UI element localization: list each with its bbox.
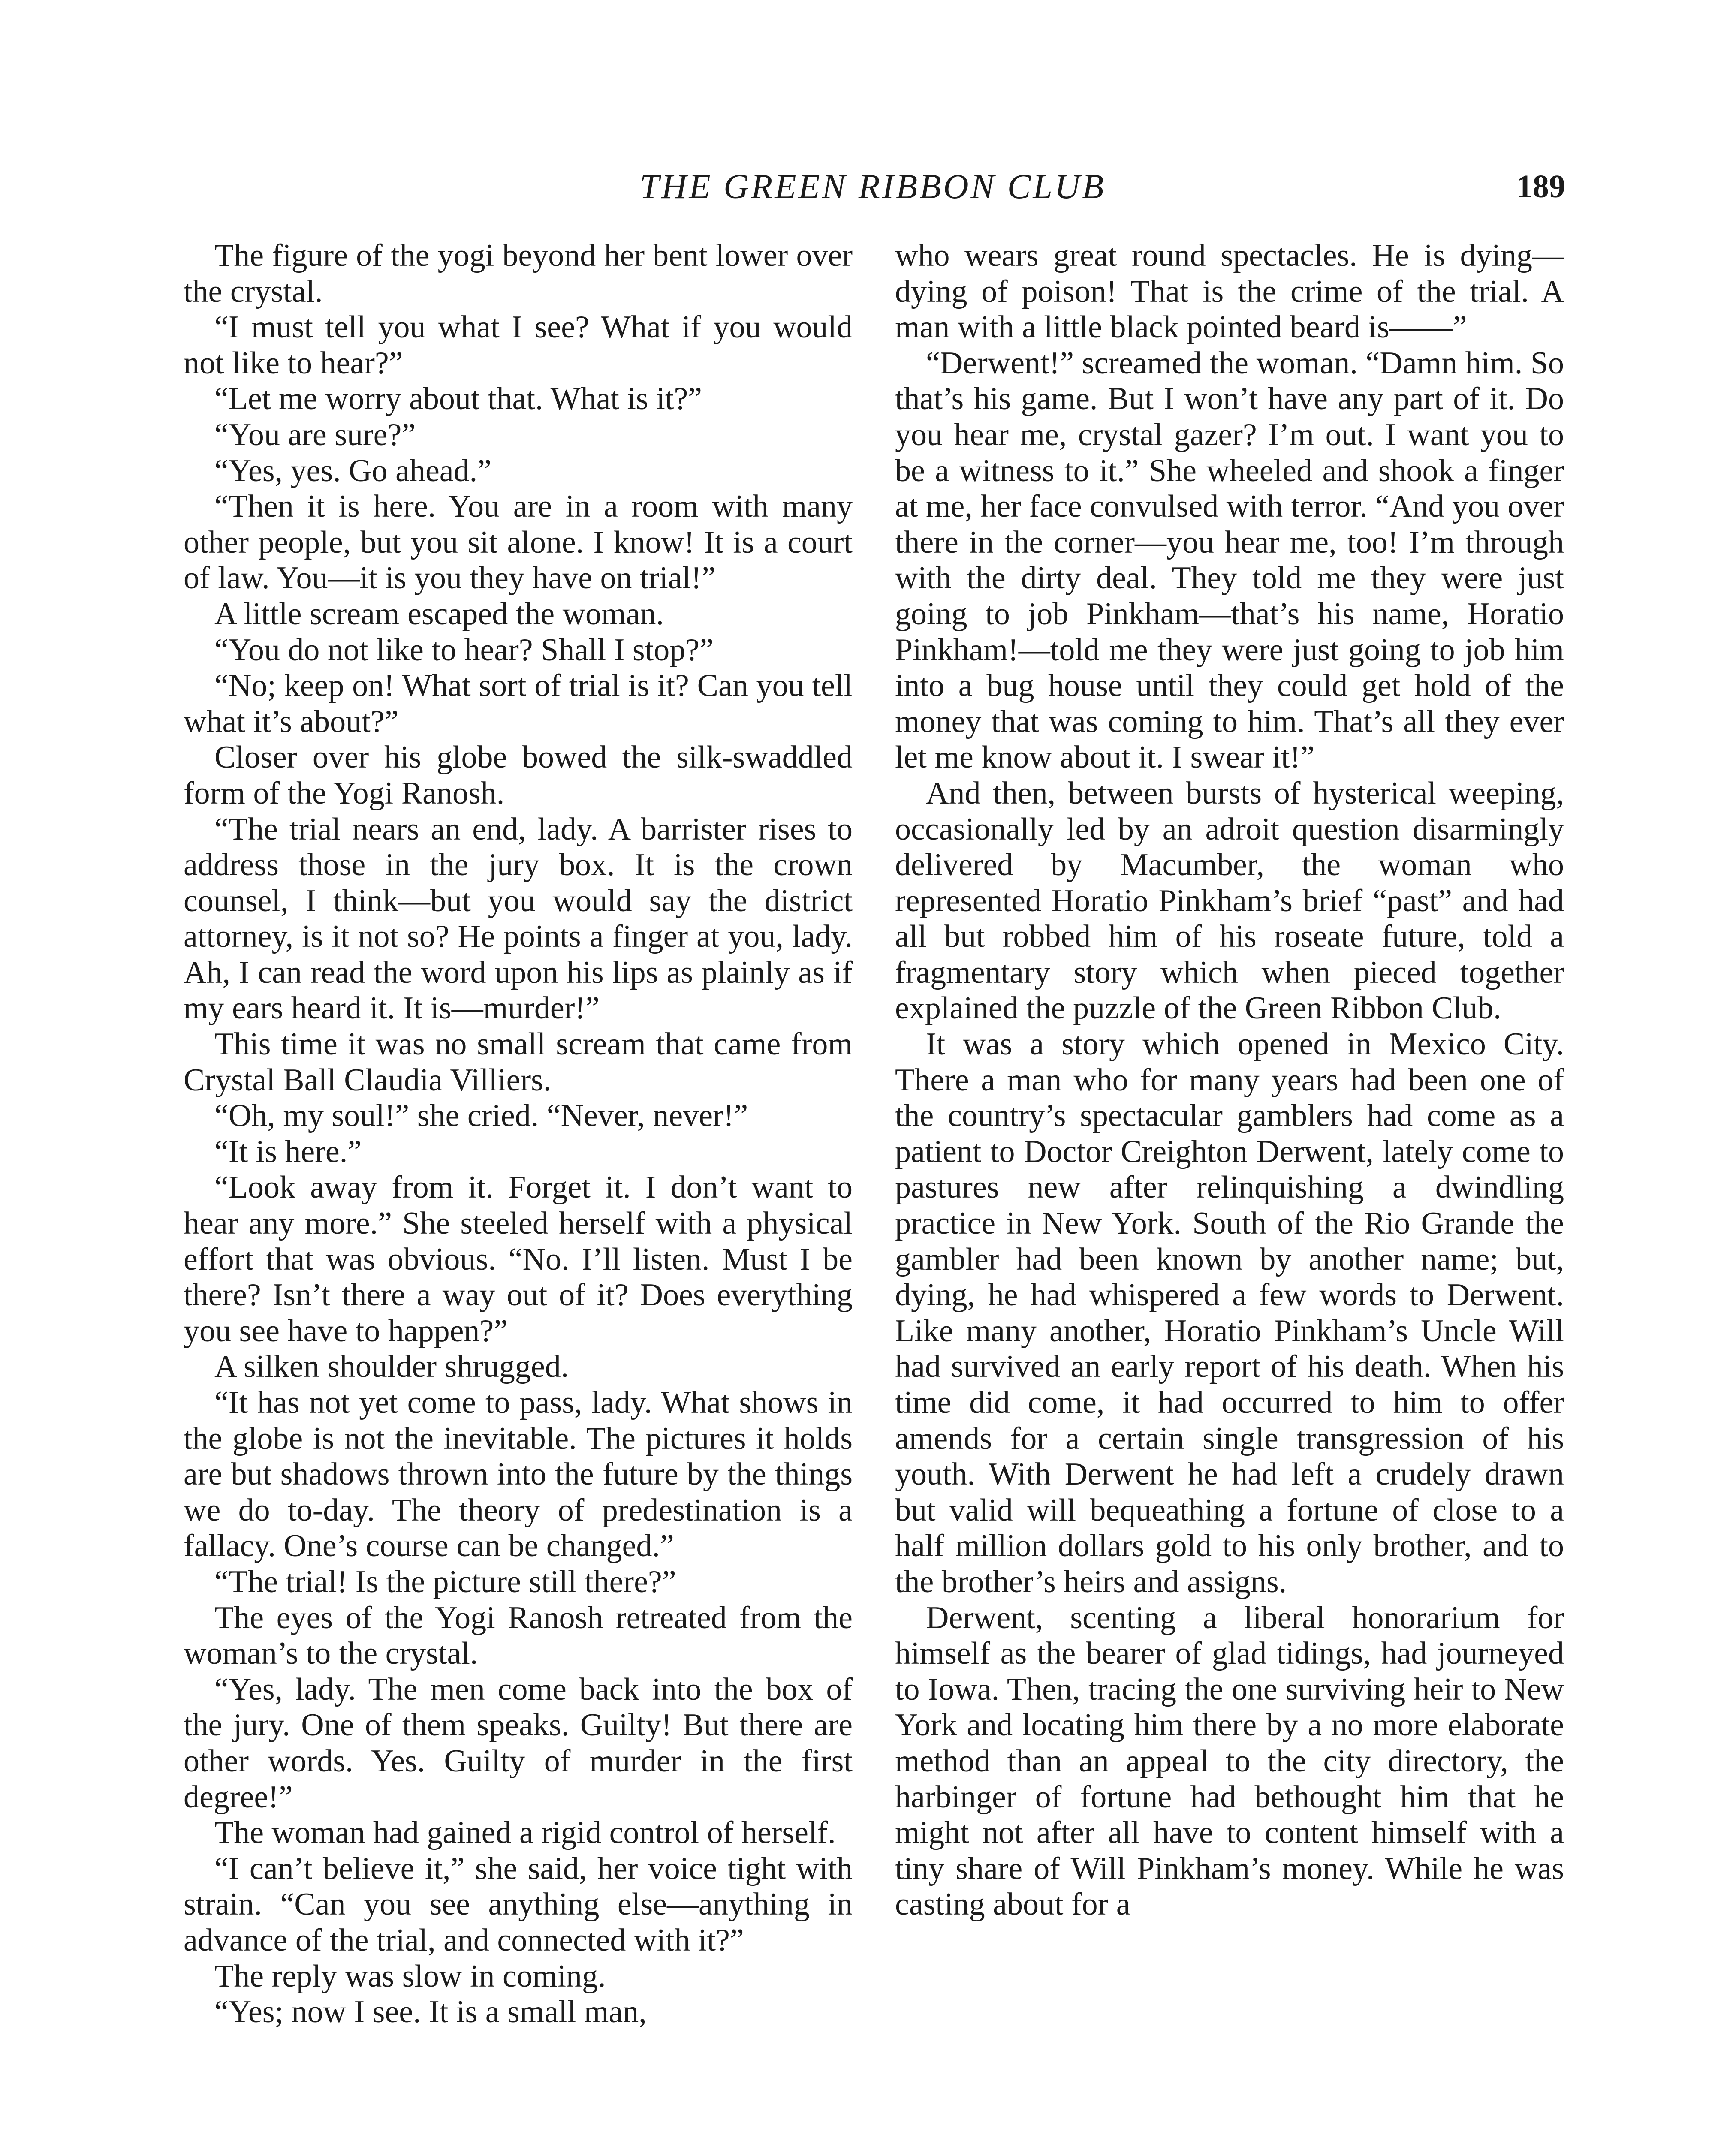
paragraph: This time it was no small scream that came from Crystal Ball Claudia Villiers. bbox=[184, 1027, 853, 1098]
paragraph: “It is here.” bbox=[214, 1134, 362, 1169]
paragraph: And then, between bursts of hysterical weeping, occasionally led by an adroit question disarmingly delivered by Macumber, the woman who represented Horatio Pinkham’s brief “past” and had all but robbed him of his roseate future, told a fragmentary story which when pieced together explained the puzzle of the Green Ribbon Club. bbox=[895, 775, 1564, 1026]
paragraph: A silken shoulder shrugged. bbox=[214, 1349, 569, 1385]
paragraph: Derwent, scenting a liberal honorarium for himself as the bearer of glad tidings, had journeyed to Iowa. Then, tracing the one surviving heir to New York and locating him there by a no more elaborate method than an appeal to the city directory, the harbinger of fortune had bethought him that he might not after all have to content himself with a tiny share of Will Pinkham’s money. While he was casting about for a bbox=[895, 1600, 1564, 1922]
left-column bbox=[184, 238, 853, 2030]
paragraph: “You do not like to hear? Shall I stop?” bbox=[214, 632, 714, 668]
paragraph: “I can’t believe it,” she said, her voice tight with strain. “Can you see anything else—anything in advance of the trial, and connected with it?” bbox=[184, 1851, 853, 1958]
paragraph: “Yes, yes. Go ahead.” bbox=[214, 453, 491, 488]
page-number: 189 bbox=[1516, 169, 1565, 205]
right-column bbox=[895, 238, 1564, 1923]
paragraph: “Then it is here. You are in a room with many other people, but you sit alone. I know! It is a court of law. You—it is you they have on trial!” bbox=[184, 489, 853, 596]
paragraph: The figure of the yogi beyond her bent lower over the crystal. bbox=[184, 238, 853, 309]
paragraph: “The trial nears an end, lady. A barrister rises to address those in the jury box. It is the crown counsel, I think—but you would say the district attorney, is it not so? He points a finger at you, lady. Ah, I can read the word upon his lips as plainly as if my ears heard it. It is—murder!” bbox=[184, 811, 853, 1026]
paragraph: The eyes of the Yogi Ranosh retreated from the woman’s to the crystal. bbox=[184, 1600, 853, 1671]
paragraph: “Look away from it. Forget it. I don’t want to hear any more.” She steeled herself with a physical effort that was obvious. “No. I’ll listen. Must I be there? Isn’t there a way out of it? Does everything you see have to happen?” bbox=[184, 1170, 853, 1349]
paragraph: The reply was slow in coming. bbox=[214, 1958, 606, 1994]
paragraph: “I must tell you what I see? What if you would not like to hear?” bbox=[184, 310, 853, 381]
paragraph: “Yes; now I see. It is a small man, bbox=[214, 1994, 647, 2030]
paragraph-continued: who wears great round spectacles. He is dying—dying of poison! That is the crime of the trial. A man with a little black pointed beard is——” bbox=[895, 238, 1564, 345]
paragraph: “Oh, my soul!” she cried. “Never, never!” bbox=[214, 1098, 748, 1134]
paragraph: A little scream escaped the woman. bbox=[214, 596, 664, 632]
paragraph: It was a story which opened in Mexico City. There a man who for many years had been one of the country’s spectacular gamblers had come as a patient to Doctor Creighton Derwent, lately come to pastures new after relinquishing a dwindling practice in New York. South of the Rio Grande the gambler had been known by another name; but, dying, he had whispered a few words to Derwent. Like many another, Horatio Pinkham’s Uncle Will had survived an early report of his death. When his time did come, it had occurred to him to offer amends for a certain single transgression of his youth. With Derwent he had left a crudely drawn but valid will bequeathing a fortune of close to a half million dollars gold to his only brother, and to the brother’s heirs and assigns. bbox=[895, 1027, 1564, 1599]
paragraph: “It has not yet come to pass, lady. What shows in the globe is not the inevitable. The pictures it holds are but shadows thrown into the future by the things we do to-day. The theory of predestination is a fallacy. One’s course can be changed.” bbox=[184, 1385, 853, 1564]
paragraph: “Derwent!” screamed the woman. “Damn him. So that’s his game. But I won’t have any part of it. Do you hear me, crystal gazer? I’m out. I want you to be a witness to it.” She wheeled and shook a finger at me, her face convulsed with terror. “And you over there in the corner—you hear me, too! I’m through with the dirty deal. They told me they were just going to job Pinkham—that’s his name, Horatio Pinkham!—told me they were just going to job him into a bug house until they could get hold of the money that was coming to him. That’s all they ever let me know about it. I swear it!” bbox=[895, 345, 1564, 775]
page-header bbox=[180, 163, 1565, 210]
paragraph: “Let me worry about that. What is it?” bbox=[214, 381, 702, 417]
paragraph: “The trial! Is the picture still there?” bbox=[214, 1564, 676, 1599]
paragraph: The woman had gained a rigid control of herself. bbox=[214, 1815, 836, 1851]
running-title: THE GREEN RIBBON CLUB bbox=[639, 167, 1106, 206]
paragraph: “Yes, lady. The men come back into the box of the jury. One of them speaks. Guilty! But there are other words. Yes. Guilty of murder in the first degree!” bbox=[184, 1671, 853, 1815]
paragraph: “No; keep on! What sort of trial is it? Can you tell what it’s about?” bbox=[184, 668, 853, 739]
paragraph: Closer over his globe bowed the silk-swaddled form of the Yogi Ranosh. bbox=[184, 740, 853, 811]
paragraph: “You are sure?” bbox=[214, 417, 416, 452]
